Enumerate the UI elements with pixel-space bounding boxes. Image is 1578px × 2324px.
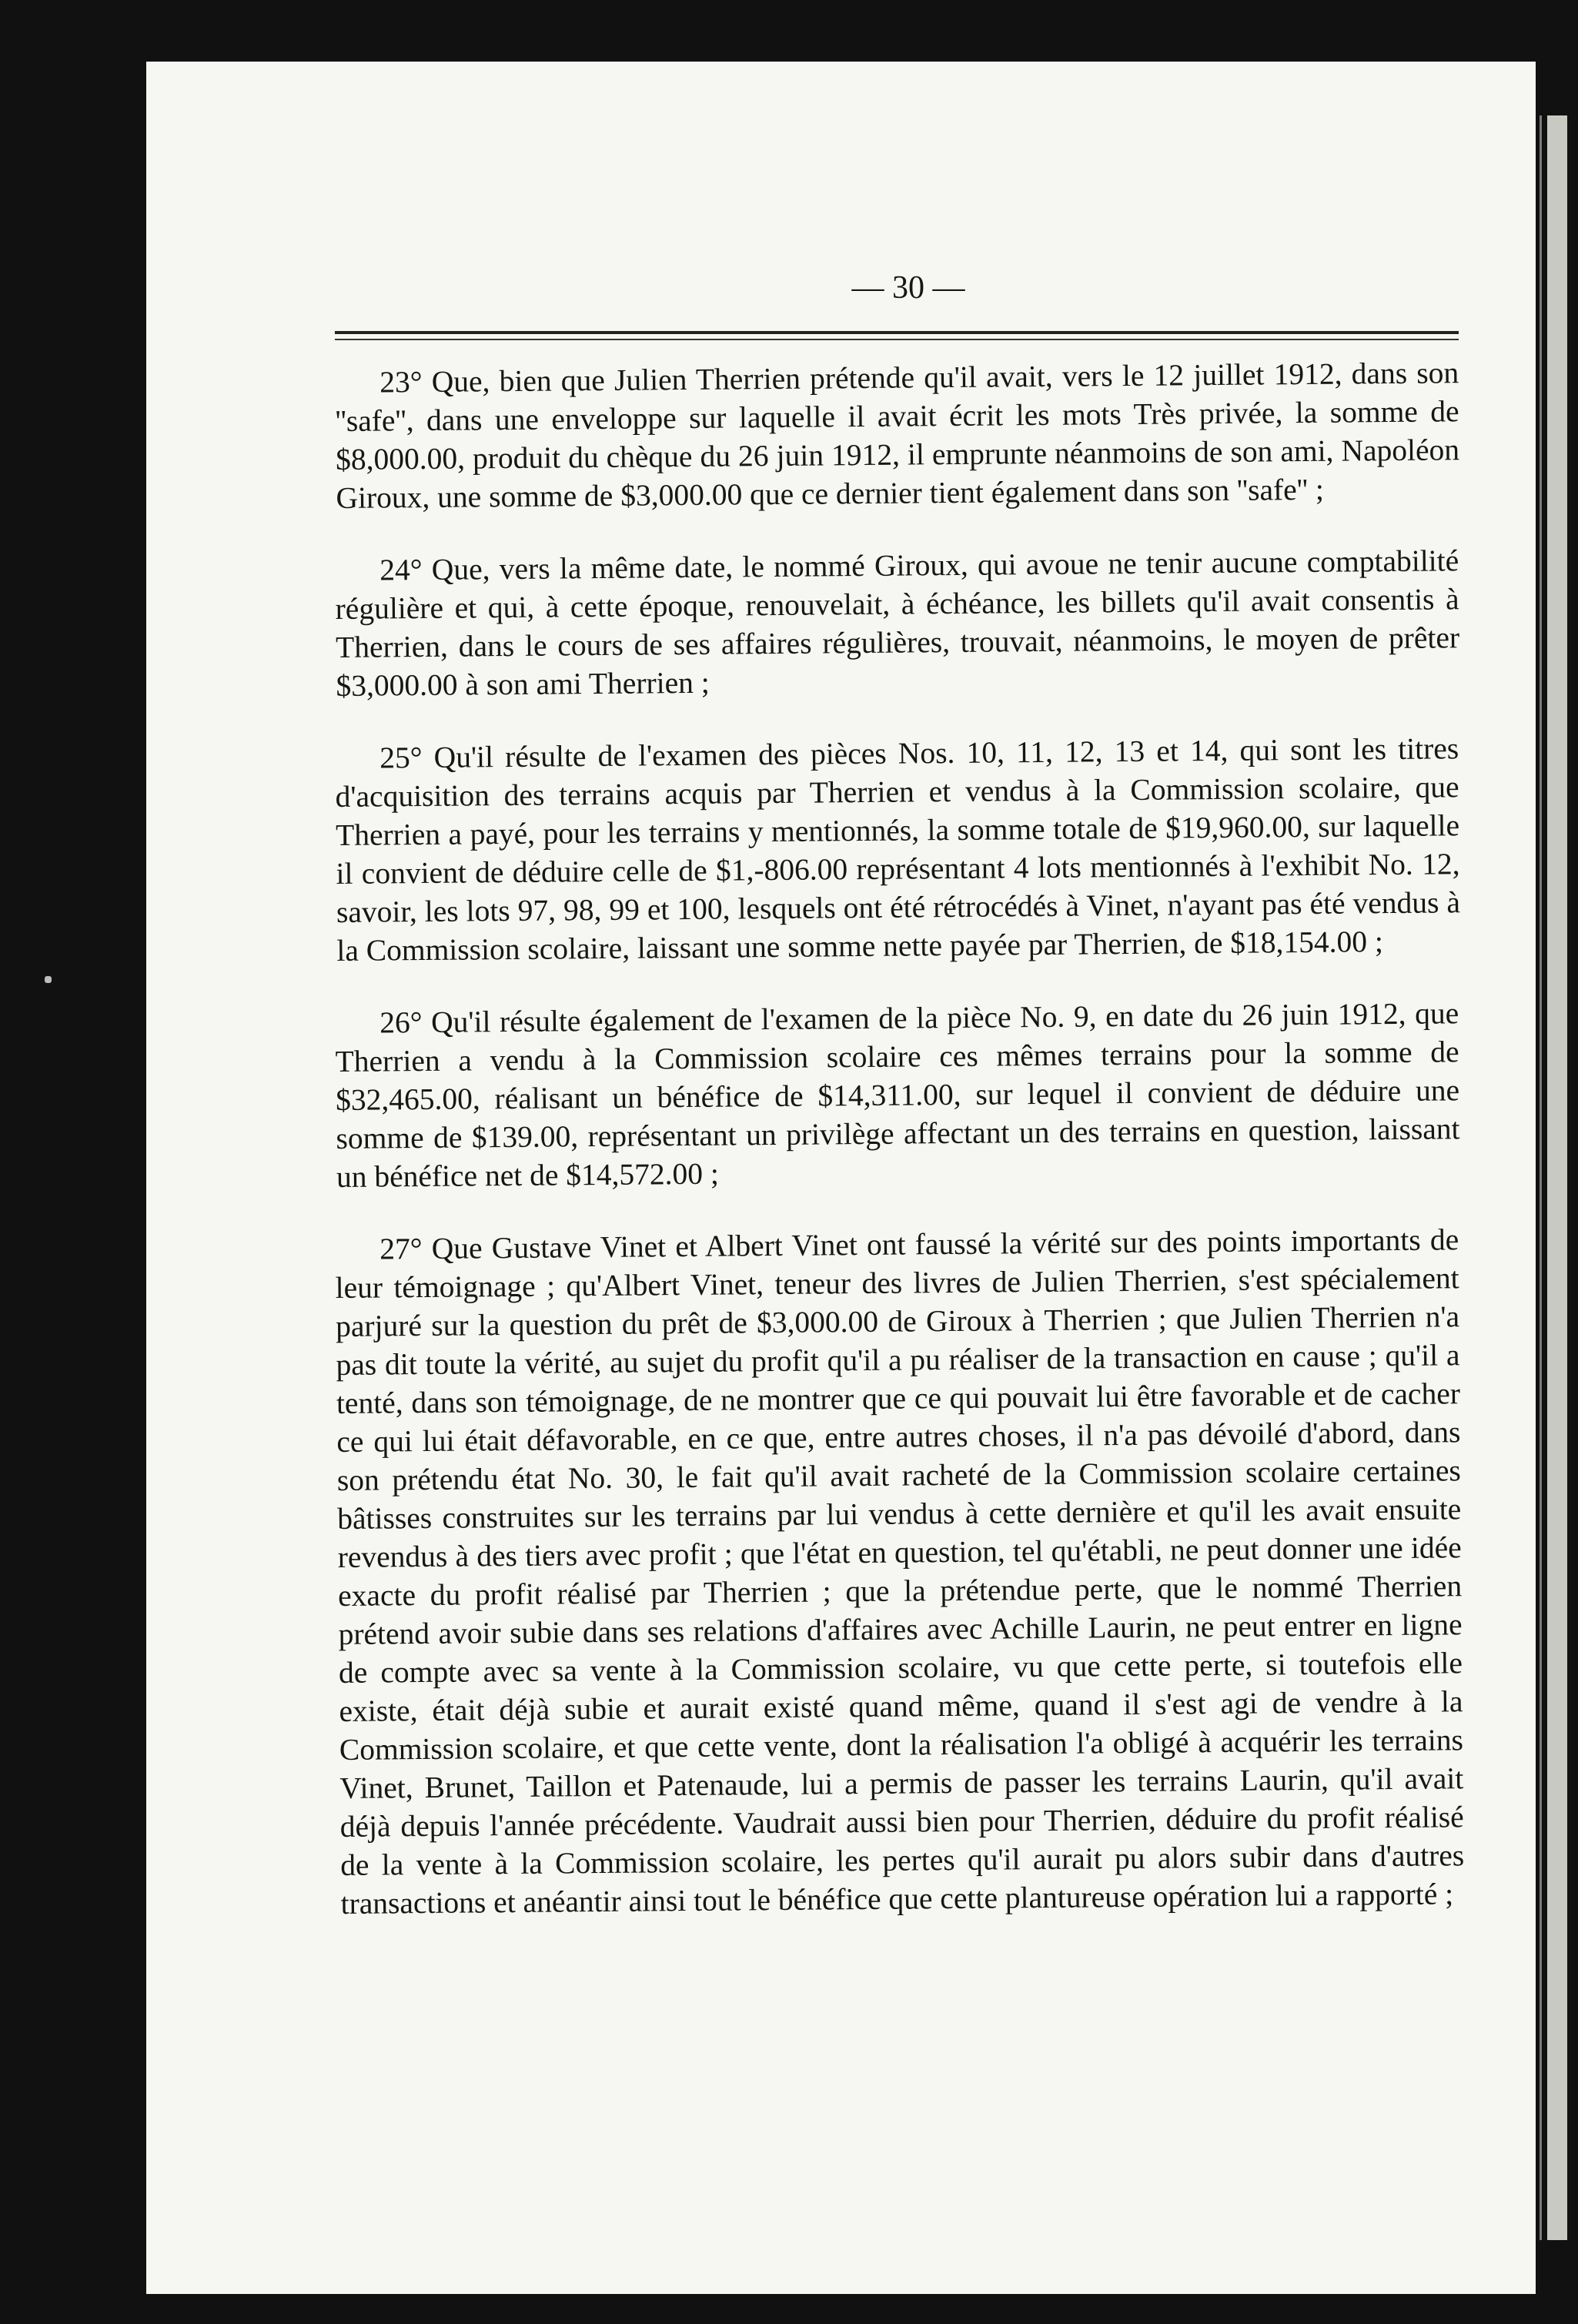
paragraph-number: 25° <box>379 741 423 775</box>
paragraph-24 <box>335 541 1460 705</box>
scan-right-edge <box>1547 115 1567 2240</box>
paragraph-25 <box>335 729 1461 970</box>
paragraph-27 <box>335 1220 1465 1923</box>
paragraph-number: 24° <box>379 553 423 587</box>
header-rule-thin <box>335 339 1459 340</box>
scan-edge-shadow <box>1540 115 1542 2240</box>
paragraph-text: Qu'il résulte de l'examen des pièces Nos. 10, 11, 12, 13 et 14, qui sont les titres d'acquisition des terrains acquis par Therrien et vendus à la Commission scolaire, que Therrien a payé, pour les terrains y mentionnés, la somme totale de $19,960.00, sur laquelle il convient de déduire celle de $1,-806.00 représentant 4 lots mentionnés à l'exhibit No. 12, savoir, les lots 97, 98, 99 et 100, lesquels ont été rétrocédés à Vinet, n'ayant pas été vendus à la Commission scolaire, laissant une somme nette payée par Therrien, de $18,154.00 ; <box>335 731 1461 968</box>
header-rule-thick <box>335 331 1459 334</box>
paragraph-text: Que, vers la même date, le nommé Giroux, qui avoue ne tenir aucune comptabilité régulière et qui, à cette époque, renouvelait, à échéance, les billets qu'il avait consentis à Therrien, dans le cours de ses affaires régulières, trouvait, néanmoins, le moyen de prêter $3,000.00 à son ami Therrien ; <box>335 543 1460 703</box>
paragraph-number: 27° <box>379 1232 423 1266</box>
paragraph-number: 26° <box>379 1005 423 1040</box>
paragraph-26 <box>335 994 1460 1196</box>
page-content <box>335 269 1465 1957</box>
paragraph-number: 23° <box>379 365 423 400</box>
paragraph-text: Que Gustave Vinet et Albert Vinet ont faussé la vérité sur des points importants de leur témoignage ; qu'Albert Vinet, teneur des livres de Julien Therrien, s'est spécialement parjuré sur la question du prêt de $3,000.00 de Giroux à Therrien ; que Julien Therrien n'a pas dit toute la vérité, au sujet du profit qu'il a pu réaliser de la transaction en cause ; qu'il a tenté, dans son témoignage, de ne montrer que ce qui pouvait lui être favorable et de cacher ce qui lui était défavorable, en ce que, entre autres choses, il n'a pas dévoilé d'abord, dans son prétendu état No. 30, le fait qu'il avait racheté de la Commission scolaire certaines bâtisses construites sur les terrains par lui vendus à cette dernière et qu'il les avait ensuite revendus à des tiers avec profit ; que l'état en question, tel qu'établi, ne peut donner une idée exacte du profit réalisé par Therrien ; que la prétendue perte, que le nommé Therrien prétend avoir subie dans ses relations d'affaires avec Achille Laurin, ne peut entrer en ligne de compte avec sa vente à la Commission scolaire, vu que cette perte, si toutefois elle existe, était déjà subie et aurait existé quand même, quand il s'est agi de vendre à la Commission scolaire, et que cette vente, dont la réalisation l'a obligé à acquérir les terrains Vinet, Brunet, Taillon et Patenaude, lui a permis de passer les terrains Laurin, qu'il avait déjà depuis l'année précédente. Vaudrait aussi bien pour Therrien, déduire du profit réalisé de la vente à la Commission scolaire, les pertes qu'il aurait pu alors subir dans d'autres transactions et anéantir ainsi tout le bénéfice que cette plantureuse opération lui a rapporté ; <box>335 1222 1465 1921</box>
page-number: — 30 — <box>851 270 965 306</box>
scan-speck-lower <box>45 976 52 983</box>
paragraph-text: Que, bien que Julien Therrien prétende qu'il avait, vers le 12 juillet 1912, dans son ''safe'', dans une enveloppe sur laquelle il avait écrit les mots Très privée, la somme de $8,000.00, produit du chèque du 26 juin 1912, il emprunte néanmoins de son ami, Napoléon Giroux, une somme de $3,000.00 que ce dernier tient également dans son ''safe'' ; <box>335 356 1460 515</box>
document-page <box>146 62 1536 2294</box>
paragraph-23 <box>335 353 1460 517</box>
paragraph-text: Qu'il résulte également de l'examen de la pièce No. 9, en date du 26 juin 1912, que Therrien a vendu à la Commission scolaire ces mêmes terrains pour la somme de $32,465.00, réalisant un bénéfice de $14,311.00, sur lequel il convient de déduire une somme de $139.00, représentant un privilège affectant un des terrains en question, laissant un bénéfice net de $14,572.00 ; <box>335 996 1460 1194</box>
